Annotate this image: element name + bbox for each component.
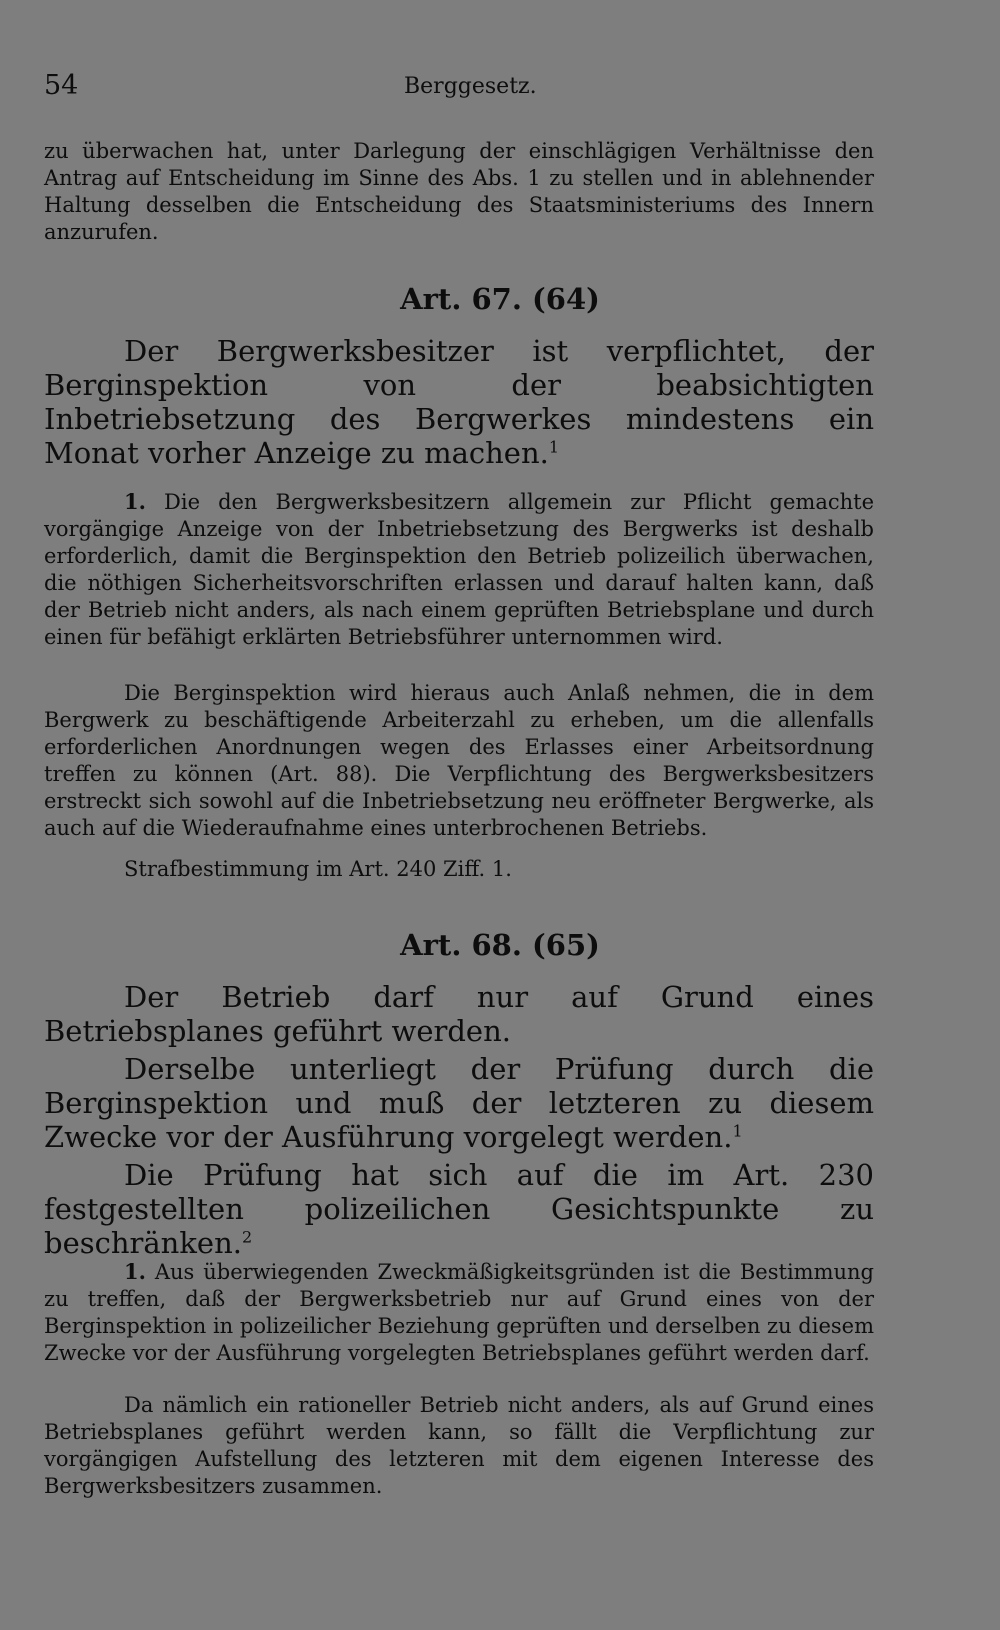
article-68-note-paragraph-2: Da nämlich ein rationeller Betrieb nicht anders, als auf Grund eines Betriebsplanes geführt werden kann, so fällt die Verpflichtung zur vorgängigen Aufstellung des letzteren mit dem eigenen Interesse des Bergwerksbesitzers zusammen. — [44, 1393, 874, 1498]
running-head — [44, 70, 920, 110]
note-text: Aus überwiegenden Zweckmäßigkeitsgründen ist die Bestimmung zu treffen, daß der Bergwerksbetrieb nur auf Grund eines von der Berginspektion in polizeilicher Beziehung geprüften und derselben zu diesem Zwecke vor der Ausführung vorgelegten Betriebsplanes geführt werden darf. — [44, 1260, 874, 1365]
page-number: 54 — [44, 70, 79, 101]
note-text: Die den Bergwerksbesitzern allgemein zur Pflicht gemachte vorgängige Anzeige von der Inbetriebsetzung des Bergwerks ist deshalb erforderlich, damit die Berginspektion den Betrieb polizeilich überwachen, die nöthigen Sicherheitsvorschriften erlassen und darauf halten kann, daß der Betrieb nicht anders, als nach einem geprüften Betriebsplane und durch einen für befähigt erklärten Betriebsführer unternommen wird. — [44, 490, 874, 649]
article-67-statute-text: Der Bergwerksbesitzer ist verpflichtet, der Berginspektion von der beabsichtigten Inbetriebsetzung des Bergwerkes mindestens ein Monat vorher Anzeige zu machen. — [44, 334, 874, 470]
note-number: 1. — [124, 489, 146, 514]
article-67-note-paragraph-2: Die Berginspektion wird hieraus auch Anlaß nehmen, die in dem Bergwerk zu beschäftigende Arbeiterzahl zu erheben, um die allenfalls erforderlichen Anordnungen wegen des Erlasses einer Arbeitsordnung treffen zu können (Art. 88). Die Verpflichtung des Bergwerksbesitzers erstreckt sich sowohl auf die Inbetriebsetzung neu eröffneter Bergwerke, als auch auf die Wiederaufnahme eines unterbrochenen Betriebs. — [44, 681, 874, 840]
note-number: 1. — [124, 1259, 146, 1284]
article-67-heading: Art. 67. (64) — [400, 282, 600, 316]
footnote-mark: 1 — [548, 437, 560, 457]
article-68-statute-para-2 — [44, 1052, 874, 1154]
article-67-penalty: Strafbestimmung im Art. 240 Ziff. 1. — [124, 857, 512, 881]
article-68-statute-para-1: Der Betrieb darf nur auf Grund eines Betriebsplanes geführt werden. — [44, 980, 874, 1048]
article-68-heading: Art. 68. (65) — [400, 928, 600, 962]
intro-paragraph: zu überwachen hat, unter Darlegung der einschlägigen Verhältnisse den Antrag auf Entscheidung im Sinne des Abs. 1 zu stellen und in ablehnender Haltung desselben die Entscheidung des Staatsministeriums des Innern anzurufen. — [44, 139, 874, 244]
running-title: Berggesetz. — [404, 74, 537, 99]
article-67-note-1 — [44, 488, 874, 651]
article-68-note-1 — [44, 1258, 874, 1367]
footnote-mark: 2 — [242, 1227, 253, 1247]
footnote-mark: 1 — [732, 1121, 743, 1141]
statute-text: Die Prüfung hat sich auf die im Art. 230 festgestellten polizeilichen Gesichtspunkte zu beschränken. — [44, 1158, 874, 1260]
article-68-statute-para-3 — [44, 1158, 874, 1260]
statute-text: Derselbe unterliegt der Prüfung durch die Berginspektion und muß der letzteren zu diesem Zwecke vor der Ausführung vorgelegt werden. — [44, 1052, 874, 1154]
article-67-statute — [44, 334, 874, 470]
